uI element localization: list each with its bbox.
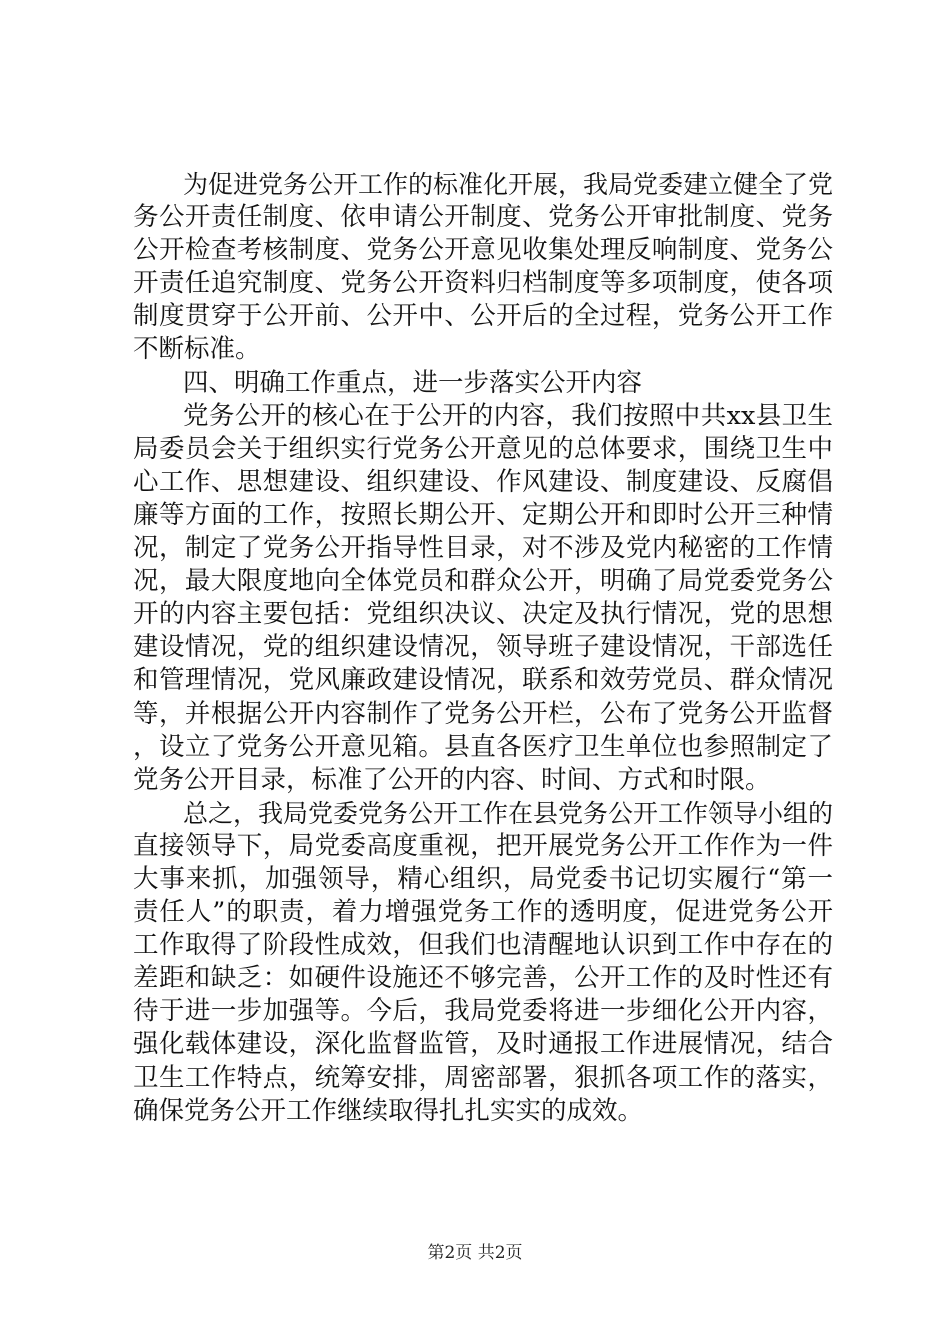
text-line: 公开检查考核制度、党务公开意见收集处理反响制度、党务公: [133, 235, 833, 266]
text-line: 卫生工作特点，统筹安排，周密部署，狠抓各项工作的落实，: [133, 1062, 833, 1093]
text-line: 况，最大限度地向全体党员和群众公开，明确了局党委党务公: [133, 566, 833, 597]
text-line: 总之，我局党委党务公开工作在县党务公开工作领导小组的: [183, 798, 834, 828]
text-line: 等，并根据公开内容制作了党务公开栏，公布了党务公开监督: [133, 698, 833, 729]
document-body: [133, 168, 833, 1128]
text-line: 心工作、思想建设、组织建设、作风建设、制度建设、反腐倡: [133, 466, 833, 497]
paragraph-standardization: [133, 168, 833, 367]
text-line: 况，制定了党务公开指导性目录，对不涉及党内秘密的工作情: [133, 533, 833, 564]
text-line: 直接领导下，局党委高度重视，把开展党务公开工作作为一件: [133, 830, 833, 861]
text-line: 制度贯穿于公开前、公开中、公开后的全过程，党务公开工作: [133, 301, 833, 332]
text-line: 开的内容主要包括：党组织决议、决定及执行情况，党的思想: [133, 599, 833, 630]
text-line: 强化载体建设，深化监督监管，及时通报工作进展情况，结合: [133, 1029, 833, 1060]
text-line: 局委员会关于组织实行党务公开意见的总体要求，围绕卫生中: [133, 433, 833, 464]
text-line: 为促进党务公开工作的标准化开展，我局党委建立健全了党: [183, 170, 834, 199]
section-heading-4: [133, 367, 833, 400]
text-line: 党务公开的核心在于公开的内容，我们按照中共xx县卫生: [183, 400, 833, 431]
text-line: 差距和缺乏：如硬件设施还不够完善，公开工作的及时性还有: [133, 963, 833, 994]
text-line: 待于进一步加强等。今后，我局党委将进一步细化公开内容，: [133, 996, 833, 1027]
text-line: 不断标准。: [133, 334, 261, 365]
page-number-footer: 第2页 共2页: [427, 1243, 523, 1263]
text-line: 和管理情况，党风廉政建设情况，联系和效劳党员、群众情况: [133, 665, 833, 696]
text-line: ，设立了党务公开意见箱。县直各医疗卫生单位也参照制定了: [133, 731, 833, 762]
text-line: 廉等方面的工作，按照长期公开、定期公开和即时公开三种情: [133, 499, 833, 530]
text-line: 确保党务公开工作继续取得扎扎实实的成效。: [133, 1095, 644, 1126]
text-line: 责任人”的职责，着力增强党务工作的透明度，促进党务公开: [133, 897, 833, 928]
text-line: 工作取得了阶段性成效，但我们也清醒地认识到工作中存在的: [133, 930, 833, 961]
paragraph-summary: [133, 797, 833, 1128]
text-line: 建设情况，党的组织建设情况，领导班子建设情况，干部选任: [133, 632, 833, 663]
paragraph-content: [133, 400, 833, 797]
text-line: 务公开责任制度、依申请公开制度、党务公开审批制度、党务: [133, 202, 833, 233]
text-line: 党务公开目录，标准了公开的内容、时间、方式和时限。: [133, 764, 771, 795]
text-line: 大事来抓，加强领导，精心组织，局党委书记切实履行“第一: [133, 863, 833, 894]
section-heading: 四、明确工作重点，进一步落实公开内容: [183, 367, 643, 398]
text-line: 开责任追究制度、党务公开资料归档制度等多项制度，使各项: [133, 268, 833, 299]
